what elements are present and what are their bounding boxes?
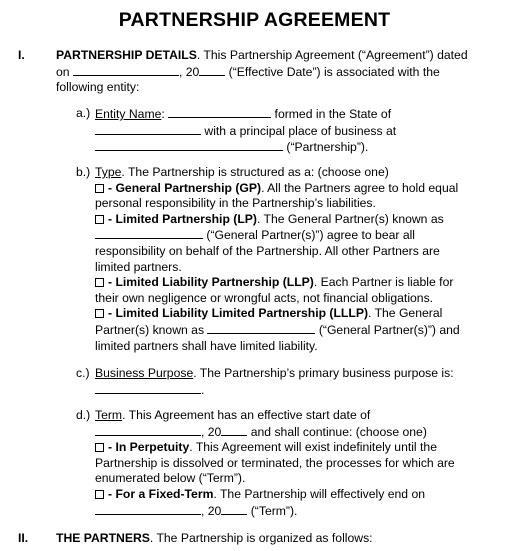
perpetuity-label: - In Perpetuity <box>108 440 190 455</box>
lp-text-1: . The General Partner(s) known as <box>256 211 444 226</box>
address-blank[interactable] <box>95 139 283 151</box>
end-year-prefix: , 20 <box>201 503 222 518</box>
entity-name-colon: : <box>161 107 165 121</box>
section-1-on: on <box>56 64 70 79</box>
section-1 <box>56 48 468 96</box>
gp-text-1: . All the Partners agree to hold equal <box>261 180 459 195</box>
start-year-prefix: , 20 <box>201 424 222 439</box>
section-1-effective-date: (“Effective Date”) is associated with the <box>225 64 440 79</box>
section-2 <box>56 531 373 547</box>
item-b <box>95 165 460 354</box>
item-a <box>95 106 396 156</box>
llp-text-1: . Each Partner is liable for <box>313 275 454 290</box>
type-intro: . The Partnership is structured as a: (choose one) <box>121 165 389 179</box>
agreement-date-blank[interactable] <box>73 64 179 76</box>
section-2-number: II. <box>18 531 29 545</box>
lp-text-2: (“General Partner(s)”) agree to bear all <box>203 228 416 243</box>
business-purpose-label: Business Purpose <box>95 366 194 380</box>
perpetuity-checkbox[interactable] <box>95 443 104 452</box>
start-date-blank[interactable] <box>95 424 201 436</box>
fixed-term-label: - For a Fixed-Term <box>108 486 214 501</box>
start-year-blank[interactable] <box>221 424 247 436</box>
section-1-year-prefix: , 20 <box>178 64 200 79</box>
lp-general-partner-blank[interactable] <box>95 227 203 239</box>
section-1-text: . This Partnership Agreement (“Agreement”) dated <box>196 48 468 62</box>
business-purpose-blank[interactable] <box>95 382 201 394</box>
lp-text-4: limited partners. <box>95 259 182 274</box>
section-1-number: I. <box>18 48 25 62</box>
term-text-1: . This Agreement has an effective start date of <box>122 408 371 422</box>
agreement-year-blank[interactable] <box>199 64 225 76</box>
llp-checkbox[interactable] <box>95 278 104 287</box>
lllp-text-3: (“General Partner(s)”) and <box>315 322 460 337</box>
item-a-prefix: a.) <box>76 106 91 120</box>
state-blank[interactable] <box>95 123 201 135</box>
gp-label: - General Partnership (GP) <box>108 180 262 195</box>
term-text-2: and shall continue: (choose one) <box>247 424 427 439</box>
perpetuity-text-1: . This Agreement will exist indefinitely until the <box>189 440 437 455</box>
llp-label: - Limited Liability Partnership (LLP) <box>108 275 314 290</box>
llp-text-2: their own negligence or wrongful acts, not financial obligations. <box>95 290 434 305</box>
section-1-heading: PARTNERSHIP DETAILS <box>56 48 197 62</box>
fixed-term-text-2: (“Term”). <box>247 503 298 518</box>
lp-text-3: responsibility on behalf of the Partnership. All other Partners are <box>95 243 440 258</box>
item-a-text-1: formed in the State of <box>271 107 392 121</box>
document-title: PARTNERSHIP AGREEMENT <box>118 9 391 31</box>
item-a-text-3: (“Partnership”). <box>283 140 369 155</box>
section-2-heading: THE PARTNERS <box>56 531 150 545</box>
perpetuity-text-2: Partnership is dissolved or terminated, the processes for which are <box>95 455 455 470</box>
entity-name-blank[interactable] <box>168 106 271 118</box>
type-label: Type <box>95 165 122 179</box>
gp-text-2: personal responsibility in the Partnership’s liabilities. <box>95 196 376 211</box>
term-label: Term <box>95 408 123 422</box>
item-c-prefix: c.) <box>76 366 90 380</box>
fixed-term-checkbox[interactable] <box>95 490 104 499</box>
end-year-blank[interactable] <box>221 503 247 515</box>
lllp-text-4: limited partners shall have limited liability. <box>95 338 318 353</box>
lp-label: - Limited Partnership (LP) <box>108 211 257 226</box>
item-b-prefix: b.) <box>76 165 91 179</box>
lllp-general-partner-blank[interactable] <box>207 322 315 334</box>
item-a-text-2: with a principal place of business at <box>201 123 397 138</box>
item-d-prefix: d.) <box>76 408 91 422</box>
lllp-text-1: . The General <box>368 306 443 321</box>
perpetuity-text-3: enumerated below (“Term”). <box>95 471 246 486</box>
lllp-text-2: Partner(s) known as <box>95 322 205 337</box>
business-purpose-text: . The Partnership’s primary business purpose is: <box>193 366 454 380</box>
section-2-text: . The Partnership is organized as follows: <box>149 531 373 545</box>
item-d <box>95 408 455 519</box>
section-1-line-3: following entity: <box>56 80 140 95</box>
gp-checkbox[interactable] <box>95 184 104 193</box>
item-c <box>95 366 454 398</box>
business-purpose-period: . <box>201 382 205 397</box>
fixed-term-text-1: . The Partnership will effectively end on <box>213 486 426 501</box>
lllp-checkbox[interactable] <box>95 309 104 318</box>
lllp-label: - Limited Liability Limited Partnership (LLLP) <box>108 306 369 321</box>
end-date-blank[interactable] <box>95 503 201 515</box>
entity-name-label: Entity Name <box>95 107 162 121</box>
lp-checkbox[interactable] <box>95 215 104 224</box>
